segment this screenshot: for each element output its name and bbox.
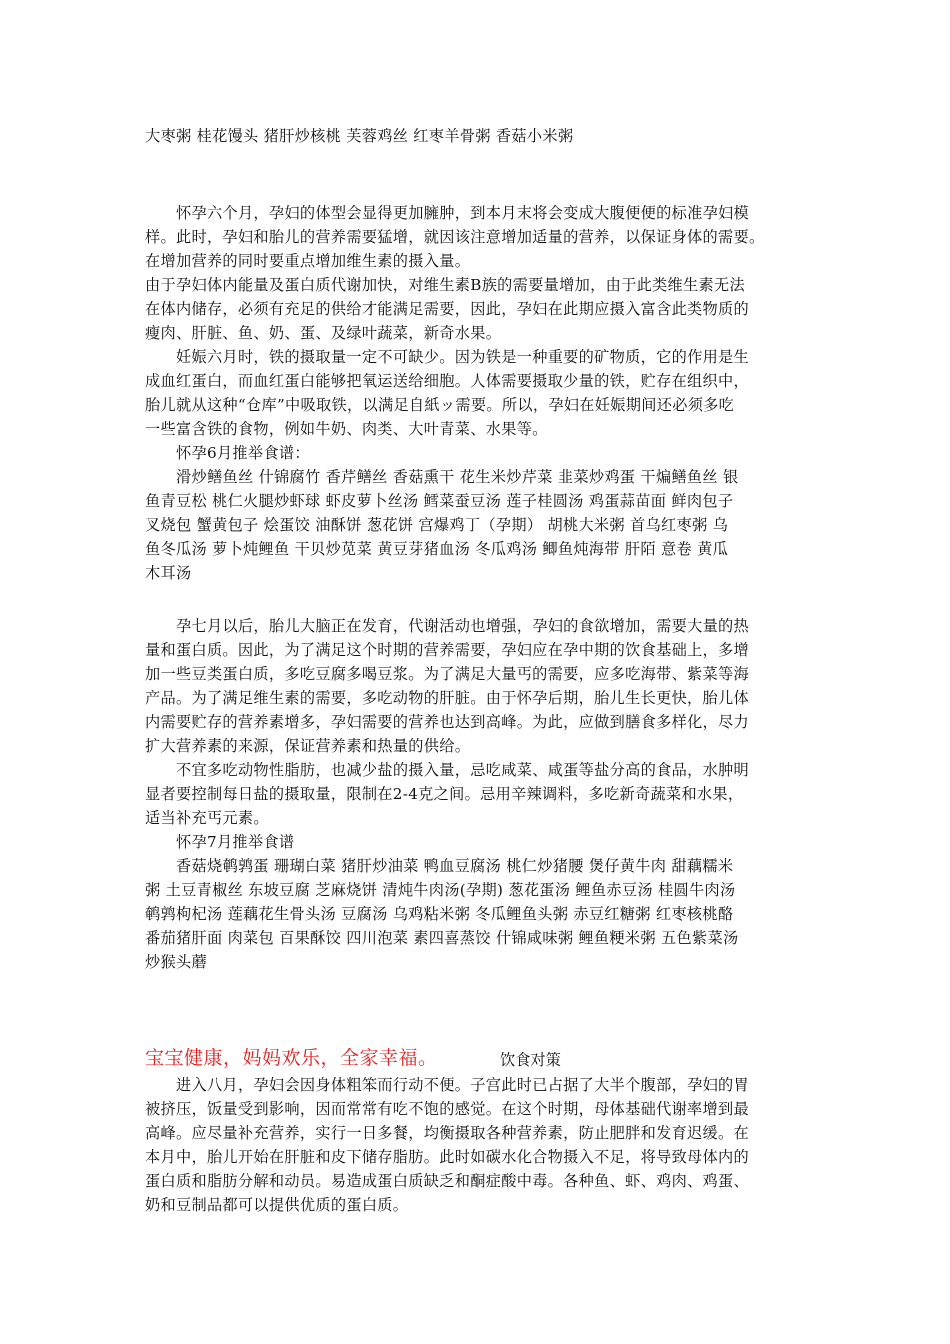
m8-p1-line-4: 本月中，胎儿开始在肝脏和皮下储存脂肪。此时如碳水化合物摄入不足，将导致母体内的 (145, 1148, 750, 1166)
m7-recipes-line-2: 粥 土豆青椒丝 东坡豆腐 芝麻烧饼 清炖牛肉汤(孕期) 葱花蛋汤 鲤鱼赤豆汤 桂圆牛肉汤 (145, 881, 736, 899)
m7-p1-line-4: 产品。为了满足维生素的需要，多吃动物的肝脏。由于怀孕后期，胎儿生长更快，胎儿体 (145, 689, 750, 707)
m6-recipes-line-3: 叉烧包 蟹黄包子 烩蛋饺 油酥饼 葱花饼 宫爆鸡丁（孕期） 胡桃大米粥 首乌红枣粥 乌 (145, 516, 729, 534)
m8-p1-line-3: 高峰。应尽量补充营养，实行一日多餐，均衡摄取各种营养素，防止肥胖和发育迟缓。在 (145, 1124, 750, 1142)
m6-p3-line-3: 胎儿就从这种“仓库”中吸取铁，以满足自紙ッ需要。所以，孕妇在妊娠期间还必须多吃 (145, 396, 735, 414)
m6-p2-line-2: 在体内储存，必须有充足的供给才能满足需要，因此，孕妇在此期应摄入富含此类物质的 (145, 300, 750, 318)
m6-p1-line-2: 样。此时，孕妇和胎儿的营养需要猛增，就因该注意增加适量的营养，以保证身体的需要。 (145, 228, 765, 246)
m7-p1-line-6: 扩大营养素的来源，保证营养素和热量的供给。 (145, 737, 471, 755)
m7-p2-line-1: 不宜多吃动物性脂肪，也减少盐的摄入量，忌吃咸菜、咸蛋等盐分高的食品，水肿明 (176, 761, 750, 779)
m6-recipes-line-4: 鱼冬瓜汤 萝卜炖鲤鱼 干贝炒苋菜 黄豆芽猪血汤 冬瓜鸡汤 鲫鱼炖海带 肝陌 意卷 黄瓜 (145, 540, 729, 558)
m6-p3-line-4: 一些富含铁的食物，例如牛奶、肉类、大叶青菜、水果等。 (145, 420, 548, 438)
m7-recipes-line-5: 炒猴头蘑 (145, 953, 207, 971)
m6-p1-line-3: 在增加营养的同时要重点增加维生素的摄入量。 (145, 252, 471, 270)
m6-p3-line-2: 成血红蛋白，而血红蛋白能够把氧运送给细胞。人体需要摄取少量的铁，贮存在组织中， (145, 372, 750, 390)
m7-recipes-line-1: 香菇烧鹌鹑蛋 珊瑚白菜 猪肝炒油菜 鸭血豆腐汤 桃仁炒猪腰 煲仔黄牛肉 甜藕糯米 (176, 857, 734, 875)
m8-p1-line-6: 奶和豆制品都可以提供优质的蛋白质。 (145, 1196, 409, 1214)
m8-p1-line-2: 被挤压，饭量受到影响，因而常常有吃不饱的感觉。在这个时期，母体基础代谢率增到最 (145, 1100, 750, 1118)
slogan-heading: 宝宝健康，妈妈欢乐，全家幸福。 (145, 1047, 438, 1069)
m7-p2-line-2: 显者要控制每日盐的摄取量，限制在2-4克之间。忌用辛辣调料，多吃新奇蔬菜和水果， (145, 785, 744, 803)
m6-recipes-line-1: 滑炒鳝鱼丝 什锦腐竹 香芹鳝丝 香菇熏干 花生米炒芹菜 韭菜炒鸡蛋 干煸鳝鱼丝 银 (176, 468, 739, 486)
m7-p2-line-3: 适当补充丐元素。 (145, 809, 269, 827)
diet-strategy-title: 饮食对策 (500, 1051, 561, 1069)
m6-recipes-line-2: 鱼青豆松 桃仁火腿炒虾球 虾皮萝卜丝汤 鳕菜蚕豆汤 莲子桂圆汤 鸡蛋蒜苗面 鲜肉包子 (145, 492, 734, 510)
m8-p1-line-1: 进入八月，孕妇会因身体粗笨而行动不便。子宫此时已占据了大半个腹部，孕妇的胃 (176, 1076, 750, 1094)
m7-p1-line-1: 孕七月以后，胎儿大脑正在发育，代谢活动也增强，孕妇的食欲增加，需要大量的热 (176, 617, 750, 635)
m6-recipes-line-5: 木耳汤 (145, 564, 192, 582)
m6-p3-line-1: 妊娠六月时，铁的摄取量一定不可缺少。因为铁是一种重要的矿物质，它的作用是生 (176, 348, 750, 366)
m6-p2-line-3: 瘦肉、肝脏、鱼、奶、蛋、及绿叶蔬菜，新奇水果。 (145, 324, 502, 342)
m7-p1-line-3: 加一些豆类蛋白质，多吃豆腐多喝豆浆。为了满足大量丐的需要，应多吃海带、紫菜等海 (145, 665, 750, 683)
m6-recipe-heading: 怀孕6月推举食谱： (176, 444, 310, 462)
m6-p2-line-1: 由于孕妇体内能量及蛋白质代谢加快，对维生素B族的需要量增加，由于此类维生素无法 (145, 276, 745, 294)
m7-p1-line-2: 量和蛋白质。因此，为了满足这个时期的营养需要，孕妇应在孕中期的饮食基础上，多增 (145, 641, 750, 659)
m8-p1-line-5: 蛋白质和脂肪分解和动员。易造成蛋白质缺乏和酮症酸中毒。各种鱼、虾、鸡肉、鸡蛋、 (145, 1172, 750, 1190)
m7-recipes-line-3: 鹌鹑枸杞汤 莲藕花生骨头汤 豆腐汤 乌鸡粘米粥 冬瓜鲤鱼头粥 赤豆红糖粥 红枣核桃酪 (145, 905, 734, 923)
top-recipe-list: 大枣粥 桂花馒头 猪肝炒核桃 芙蓉鸡丝 红枣羊骨粥 香菇小米粥 (145, 127, 574, 145)
m7-recipe-heading: 怀孕7月推举食谱 (176, 833, 295, 851)
m6-p1-line-1: 怀孕六个月，孕妇的体型会显得更加臃肿，到本月末将会变成大腹便便的标准孕妇模 (176, 204, 750, 222)
m7-recipes-line-4: 番茄猪肝面 肉菜包 百果酥饺 四川泡菜 素四喜蒸饺 什锦咸味粥 鲤鱼粳米粥 五色紫菜汤 (145, 929, 739, 947)
m7-p1-line-5: 内需要贮存的营养素增多，孕妇需要的营养也达到高峰。为此，应做到膳食多样化，尽力 (145, 713, 750, 731)
